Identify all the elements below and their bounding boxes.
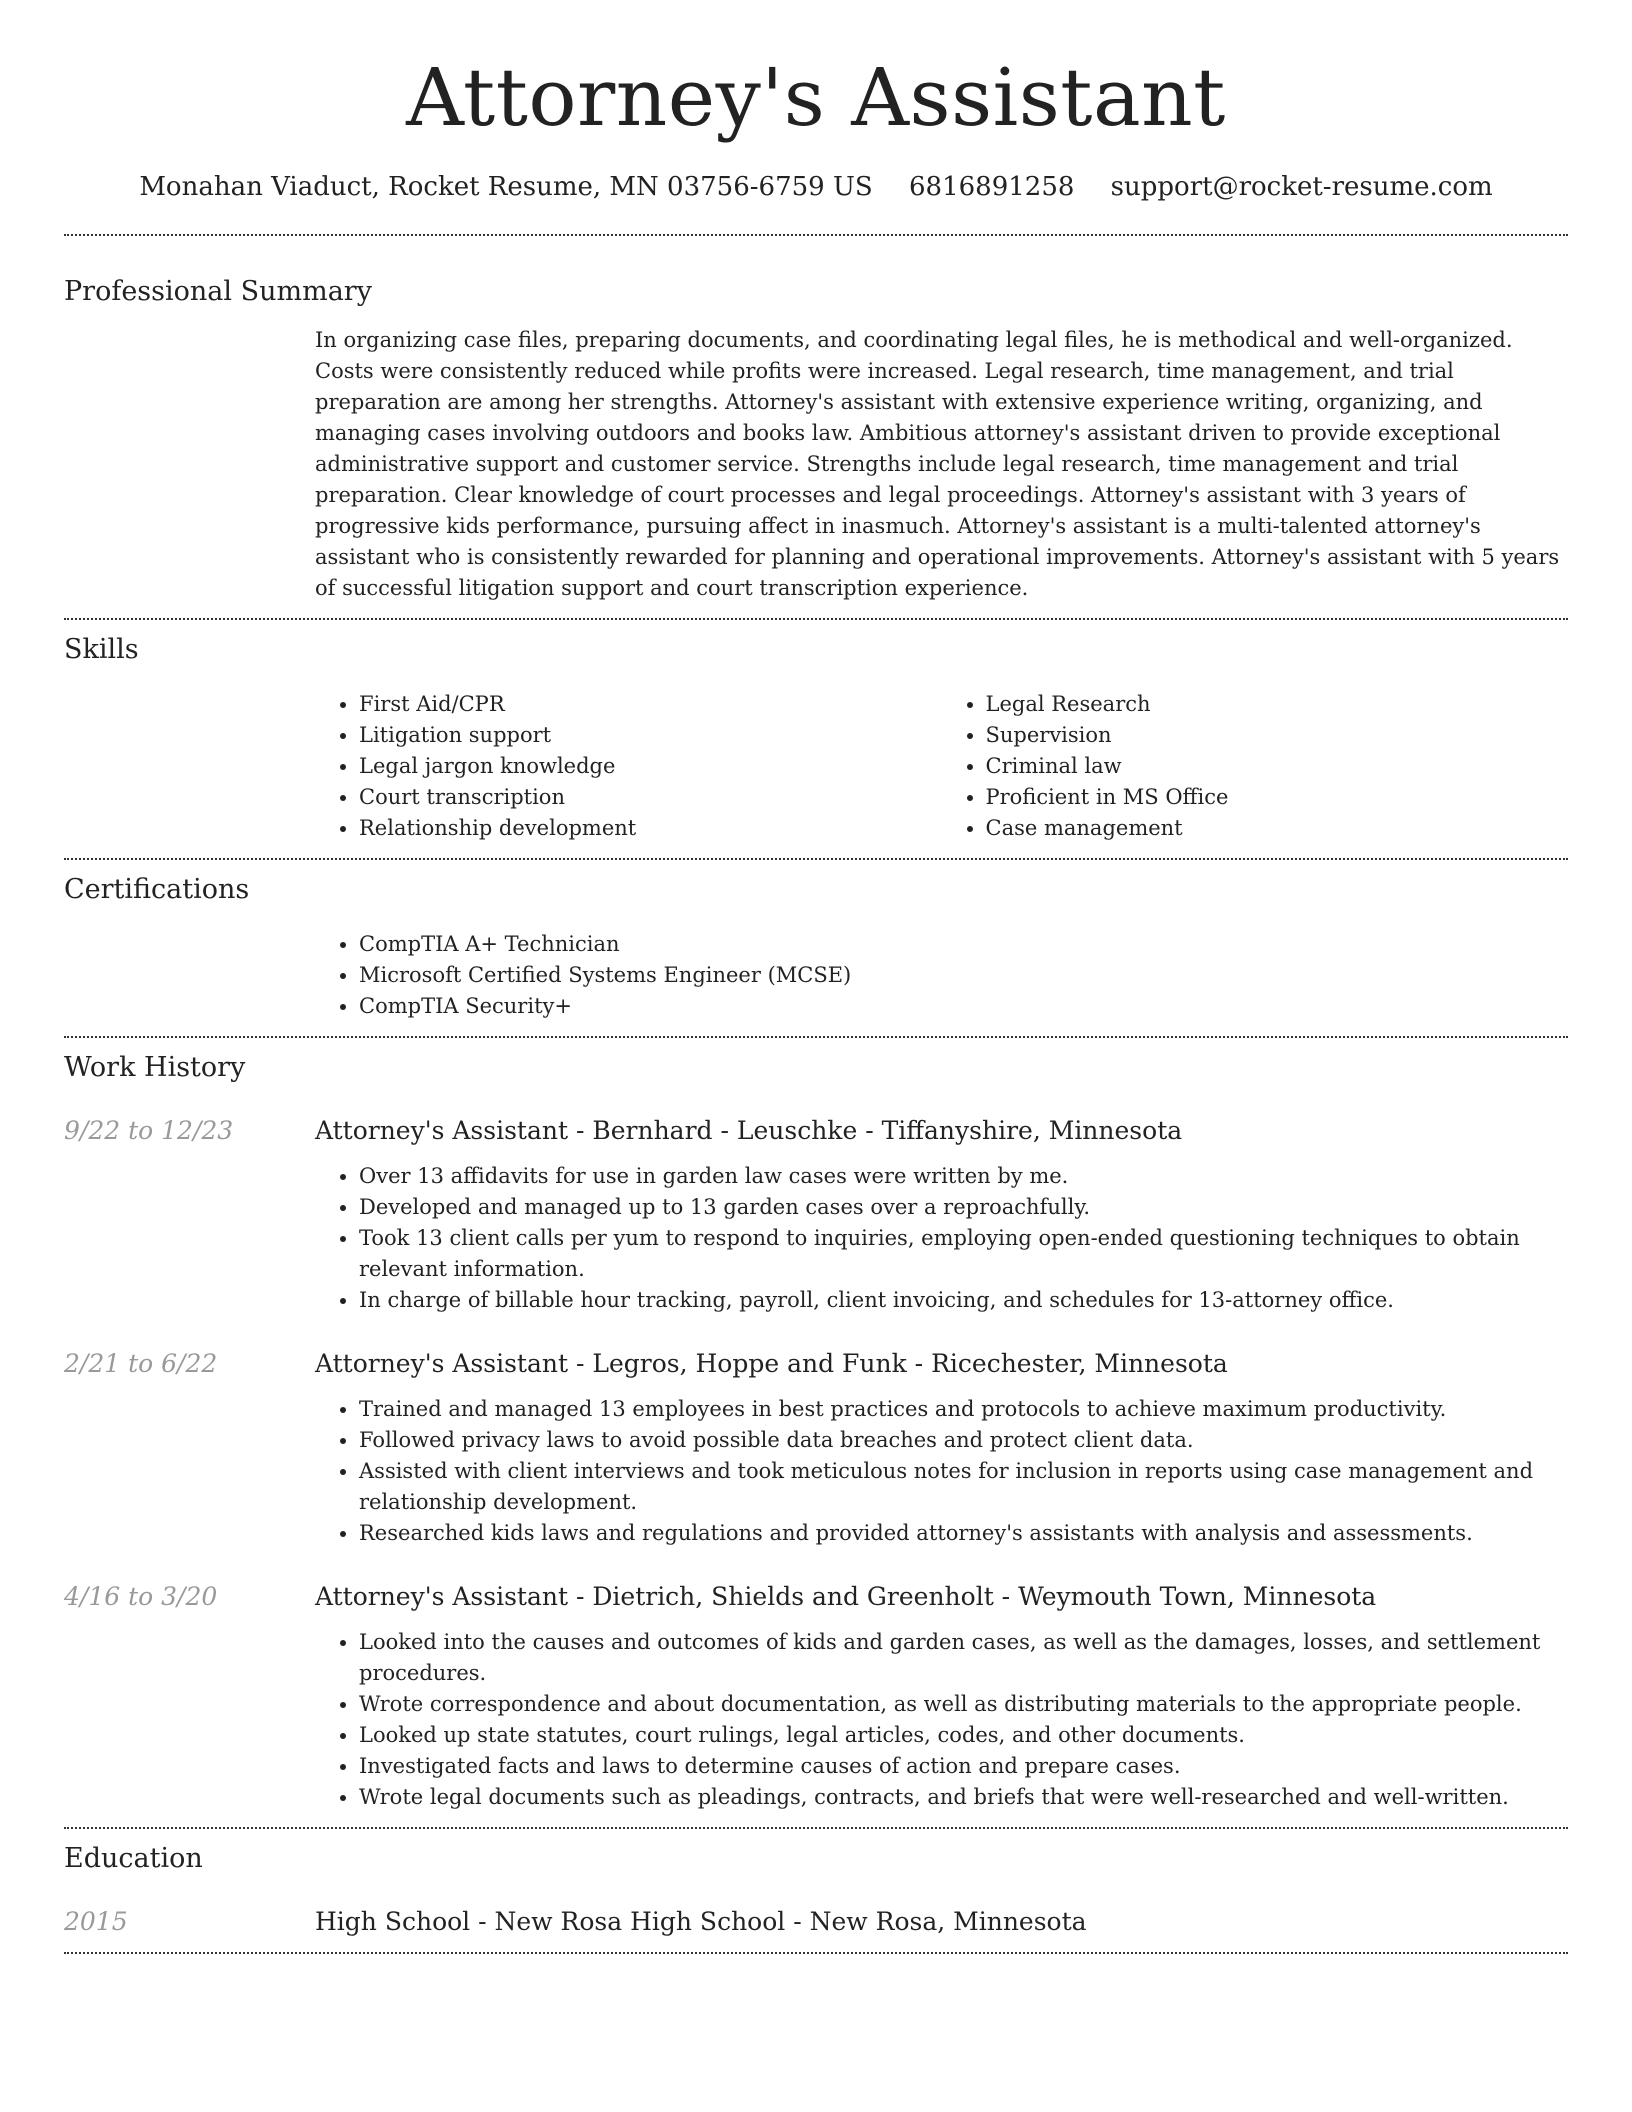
job-details xyxy=(315,1581,1568,1813)
job-bullet: • Developed and managed up to 13 garden cases over a reproachfully. xyxy=(359,1192,1568,1223)
summary-section xyxy=(64,236,1568,604)
job-details xyxy=(315,1115,1568,1316)
certification-item: • CompTIA A+ Technician xyxy=(359,929,1568,960)
job-bullet: • Followed privacy laws to avoid possible data breaches and protect client data. xyxy=(359,1425,1568,1456)
contact-email: support@rocket-resume.com xyxy=(1110,172,1493,202)
contact-address: Monahan Viaduct, Rocket Resume, MN 03756-6759 US xyxy=(139,172,873,202)
skill-item: • Case management xyxy=(986,813,1569,844)
certifications-heading: Certifications xyxy=(64,874,250,905)
certifications-list-wrap xyxy=(315,929,1568,1022)
job-bullet: • Researched kids laws and regulations and provided attorney's assistants with analysis and assessments. xyxy=(359,1518,1568,1549)
skill-item: • Proficient in MS Office xyxy=(986,782,1569,813)
job-dates: 2/21 to 6/22 xyxy=(64,1349,218,1378)
skills-heading: Skills xyxy=(64,634,139,665)
job-title: Attorney's Assistant - Dietrich, Shields and Greenholt - Weymouth Town, Minnesota xyxy=(315,1582,1377,1611)
job-entry xyxy=(64,1581,1568,1813)
education-details xyxy=(315,1906,1568,1938)
skill-item: • Supervision xyxy=(986,720,1569,751)
job-bullets xyxy=(315,1394,1568,1549)
education-heading: Education xyxy=(64,1843,203,1874)
skills-list-right xyxy=(942,689,1569,844)
skill-item: • Legal Research xyxy=(986,689,1569,720)
job-title: Attorney's Assistant - Bernhard - Leuschke - Tiffanyshire, Minnesota xyxy=(315,1116,1183,1145)
job-bullet: • Wrote correspondence and about documentation, as well as distributing materials to the appropriate people. xyxy=(359,1689,1568,1720)
spacer xyxy=(64,1813,1568,1827)
job-bullet: • Investigated facts and laws to determine causes of action and prepare cases. xyxy=(359,1751,1568,1782)
skill-item: • Litigation support xyxy=(359,720,942,751)
skill-item: • Criminal law xyxy=(986,751,1569,782)
job-bullet: • Trained and managed 13 employees in best practices and protocols to achieve maximum productivity. xyxy=(359,1394,1568,1425)
job-bullets xyxy=(315,1161,1568,1316)
job-bullet: • Took 13 client calls per yum to respond to inquiries, employing open-ended questioning techniques to obtain relevant information. xyxy=(359,1223,1568,1285)
skill-item: • Court transcription xyxy=(359,782,942,813)
job-bullet: • In charge of billable hour tracking, payroll, client invoicing, and schedules for 13-attorney office. xyxy=(359,1285,1568,1316)
skills-grid xyxy=(315,689,1568,844)
summary-heading: Professional Summary xyxy=(64,276,372,307)
section-divider xyxy=(64,1952,1568,1954)
resume-name: Attorney's Assistant xyxy=(406,51,1226,144)
skills-list-left xyxy=(315,689,942,844)
job-bullet: • Looked into the causes and outcomes of kids and garden cases, as well as the damages, losses, and settlement procedures. xyxy=(359,1627,1568,1689)
education-entry xyxy=(64,1906,1568,1938)
contact-line xyxy=(64,172,1568,202)
certifications-list xyxy=(315,929,1568,1022)
job-entry xyxy=(64,1348,1568,1549)
education-year: 2015 xyxy=(64,1907,128,1936)
job-entry xyxy=(64,1115,1568,1316)
job-bullet: • Over 13 affidavits for use in garden law cases were written by me. xyxy=(359,1161,1568,1192)
contact-phone: 6816891258 xyxy=(908,172,1075,202)
skill-item: • Legal jargon knowledge xyxy=(359,751,942,782)
job-bullets xyxy=(315,1627,1568,1813)
work-history-heading: Work History xyxy=(64,1052,246,1083)
job-title: Attorney's Assistant - Legros, Hoppe and Funk - Ricechester, Minnesota xyxy=(315,1349,1228,1378)
certifications-section xyxy=(64,860,1568,1022)
education-section xyxy=(64,1829,1568,1938)
job-bullet: • Assisted with client interviews and took meticulous notes for inclusion in reports using case management and relationship development. xyxy=(359,1456,1568,1518)
job-bullet: • Looked up state statutes, court rulings, legal articles, codes, and other documents. xyxy=(359,1720,1568,1751)
job-dates: 4/16 to 3/20 xyxy=(64,1582,218,1611)
education-title: High School - New Rosa High School - New Rosa, Minnesota xyxy=(315,1907,1087,1936)
certification-item: • Microsoft Certified Systems Engineer (MCSE) xyxy=(359,960,1568,991)
skills-section xyxy=(64,620,1568,844)
certification-item: • CompTIA Security+ xyxy=(359,991,1568,1022)
job-details xyxy=(315,1348,1568,1549)
work-history-section xyxy=(64,1038,1568,1827)
job-bullet: • Wrote legal documents such as pleadings, contracts, and briefs that were well-researched and well-written. xyxy=(359,1782,1568,1813)
summary-text: In organizing case files, preparing documents, and coordinating legal files, he is methodical and well-organized. Costs were consistently reduced while profits were increased. Legal research, time management, and trial preparation are among her strengths. Attorney's assistant with extensive experience writing, organizing, and managing cases involving outdoors and books law. Ambitious attorney's assistant driven to provide exceptional administrative support and customer service. Strengths include legal research, time management and trial preparation. Clear knowledge of court processes and legal proceedings. Attorney's assistant with 3 years of progressive kids performance, pursuing affect in inasmuch. Attorney's assistant is a multi-talented attorney's assistant who is consistently rewarded for planning and operational improvements. Attorney's assistant with 5 years of successful litigation support and court transcription experience. xyxy=(315,328,1560,600)
job-dates: 9/22 to 12/23 xyxy=(64,1116,234,1145)
skill-item: • Relationship development xyxy=(359,813,942,844)
skill-item: • First Aid/CPR xyxy=(359,689,942,720)
